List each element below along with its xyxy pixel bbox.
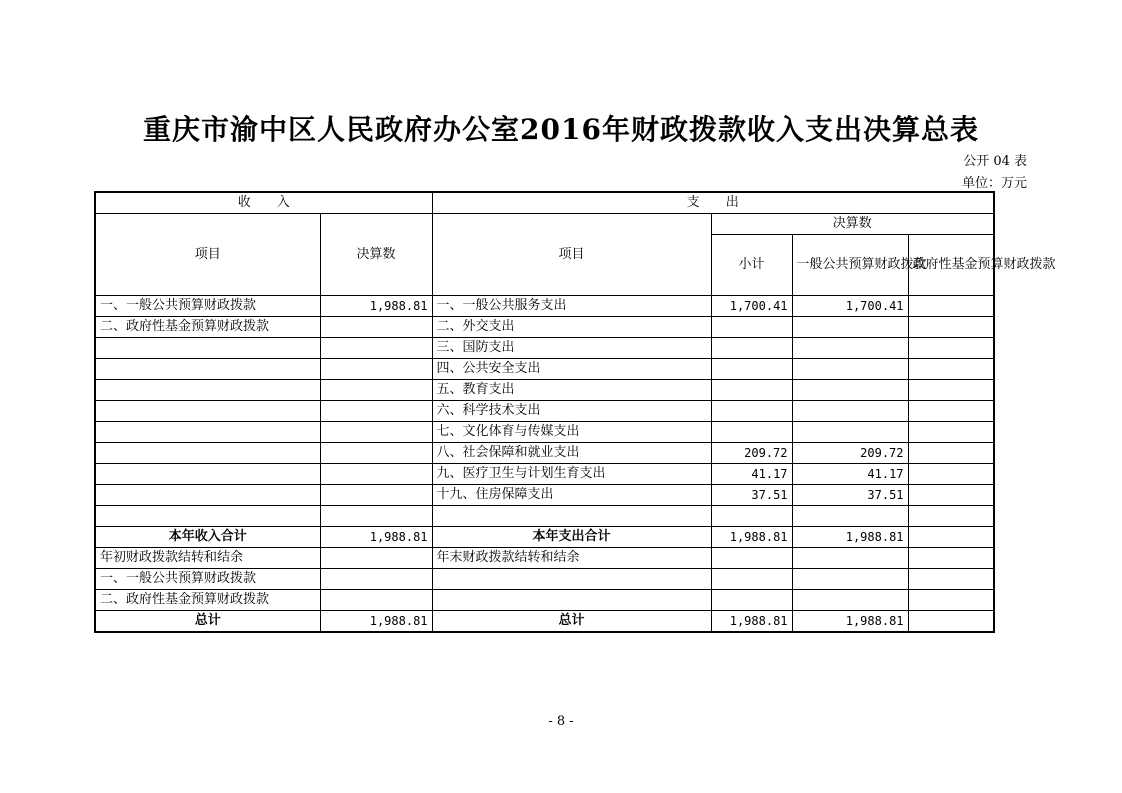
income-amount-cell [320,317,432,338]
income-amount-header: 决算数 [320,214,432,296]
general-budget-cell [792,422,908,443]
income-item-cell [95,485,320,506]
page-number: - 8 - [548,714,574,729]
income-item-cell [95,359,320,380]
income-amount-cell [320,401,432,422]
income-amount-cell [320,464,432,485]
header-row-2 [95,214,994,235]
general-budget-header: 一般公共预算财政拨款 [792,235,908,296]
expense-item-cell: 总计 [432,611,711,633]
table-row [95,380,994,401]
header-row-1 [95,192,994,214]
income-header: 收 入 [95,192,432,214]
table-row [95,548,994,569]
unit-label: 单位：万元 [961,176,1027,191]
table-row [95,611,994,633]
income-item-cell [95,422,320,443]
expense-item-cell: 十九、住房保障支出 [432,485,711,506]
general-budget-cell [792,359,908,380]
table-row [95,317,994,338]
subtotal-cell: 37.51 [711,485,792,506]
table-row [95,485,994,506]
income-item-cell [95,380,320,401]
table-row [95,443,994,464]
income-item-cell [95,443,320,464]
table-row [95,422,994,443]
income-amount-cell [320,506,432,527]
income-amount-cell [320,548,432,569]
expense-item-cell: 三、国防支出 [432,338,711,359]
gov-fund-cell [908,611,994,633]
gov-fund-cell [908,359,994,380]
subtotal-cell [711,317,792,338]
gov-fund-cell [908,422,994,443]
expense-header: 支 出 [432,192,994,214]
income-item-cell: 一、一般公共预算财政拨款 [95,296,320,317]
expense-amount-header: 决算数 [711,214,994,235]
general-budget-cell [792,380,908,401]
expense-item-cell: 四、公共安全支出 [432,359,711,380]
income-item-cell: 二、政府性基金预算财政拨款 [95,590,320,611]
general-budget-cell: 1,988.81 [792,611,908,633]
general-budget-cell: 37.51 [792,485,908,506]
gov-fund-cell [908,527,994,548]
expense-item-cell: 八、社会保障和就业支出 [432,443,711,464]
table-row [95,338,994,359]
subtotal-cell: 41.17 [711,464,792,485]
table-row [95,296,994,317]
subtotal-cell: 1,988.81 [711,611,792,633]
income-item-cell [95,506,320,527]
expense-item-cell: 六、科学技术支出 [432,401,711,422]
general-budget-cell [792,401,908,422]
income-amount-cell: 1,988.81 [320,296,432,317]
expense-item-cell: 一、一般公共服务支出 [432,296,711,317]
income-item-cell [95,338,320,359]
gov-fund-cell [908,506,994,527]
subtotal-cell [711,401,792,422]
subtotal-cell: 209.72 [711,443,792,464]
table-row [95,506,994,527]
income-amount-cell [320,590,432,611]
gov-fund-cell [908,443,994,464]
expense-item-cell [432,506,711,527]
income-item-header: 项目 [95,214,320,296]
general-budget-cell [792,590,908,611]
income-amount-cell: 1,988.81 [320,527,432,548]
subtotal-cell: 1,700.41 [711,296,792,317]
subtotal-cell [711,548,792,569]
gov-fund-header: 政府性基金预算财政拨款 [908,235,994,296]
general-budget-cell [792,338,908,359]
income-item-cell: 二、政府性基金预算财政拨款 [95,317,320,338]
gov-fund-cell [908,569,994,590]
table-row [95,401,994,422]
general-budget-cell [792,548,908,569]
document-title: 重庆市渝中区人民政府办公室2016年财政拨款收入支出决算总表 [143,113,979,146]
table-row [95,464,994,485]
gov-fund-cell [908,338,994,359]
form-number: 公开 04 表 [963,154,1027,169]
general-budget-cell [792,506,908,527]
subtotal-cell [711,590,792,611]
expense-item-cell: 九、医疗卫生与计划生育支出 [432,464,711,485]
gov-fund-cell [908,464,994,485]
budget-table [94,191,1056,633]
expense-item-cell [432,569,711,590]
gov-fund-cell [908,485,994,506]
expense-item-cell: 年末财政拨款结转和结余 [432,548,711,569]
gov-fund-cell [908,380,994,401]
gov-fund-cell [908,401,994,422]
income-amount-cell [320,443,432,464]
general-budget-cell: 1,700.41 [792,296,908,317]
table-row [95,527,994,548]
income-item-cell [95,464,320,485]
gov-fund-cell [908,296,994,317]
general-budget-cell: 209.72 [792,443,908,464]
general-budget-cell [792,317,908,338]
gov-fund-cell [908,590,994,611]
income-item-cell [95,401,320,422]
income-amount-cell [320,485,432,506]
general-budget-cell: 41.17 [792,464,908,485]
subtotal-cell [711,380,792,401]
subtotal-cell [711,338,792,359]
subtotal-cell [711,569,792,590]
expense-item-cell: 本年支出合计 [432,527,711,548]
expense-item-header: 项目 [432,214,711,296]
subtotal-cell [711,422,792,443]
gov-fund-cell [908,317,994,338]
expense-item-cell: 二、外交支出 [432,317,711,338]
expense-item-cell: 七、文化体育与传媒支出 [432,422,711,443]
income-amount-cell [320,338,432,359]
subtotal-cell: 1,988.81 [711,527,792,548]
table-row [95,590,994,611]
gov-fund-cell [908,548,994,569]
income-amount-cell: 1,988.81 [320,611,432,633]
income-amount-cell [320,380,432,401]
table-row [95,359,994,380]
income-amount-cell [320,569,432,590]
subtotal-header: 小计 [711,235,792,296]
income-item-cell: 年初财政拨款结转和结余 [95,548,320,569]
income-item-cell: 总计 [95,611,320,633]
expense-item-cell [432,590,711,611]
income-item-cell: 本年收入合计 [95,527,320,548]
general-budget-cell: 1,988.81 [792,527,908,548]
income-amount-cell [320,359,432,380]
subtotal-cell [711,359,792,380]
table-row [95,569,994,590]
general-budget-cell [792,569,908,590]
expense-item-cell: 五、教育支出 [432,380,711,401]
income-item-cell: 一、一般公共预算财政拨款 [95,569,320,590]
income-amount-cell [320,422,432,443]
subtotal-cell [711,506,792,527]
